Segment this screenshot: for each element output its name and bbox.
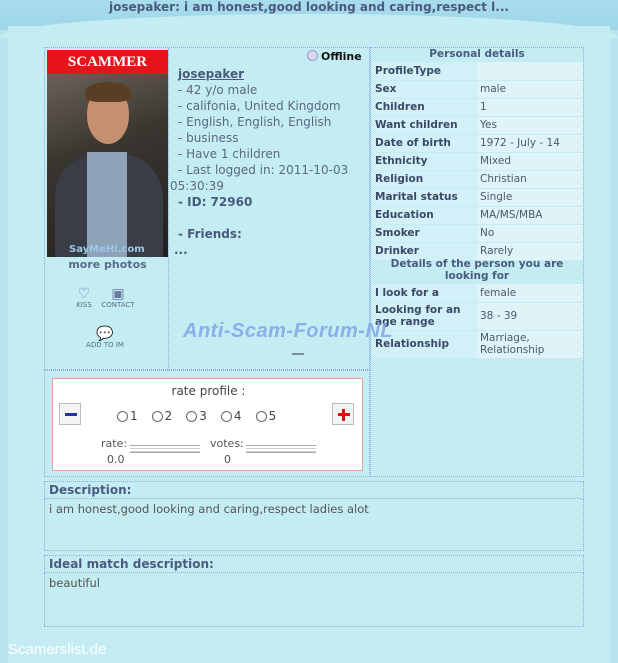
personal-details-table	[372, 62, 583, 261]
rating-option-2[interactable]	[152, 409, 173, 423]
detail-key: Education	[372, 206, 477, 224]
detail-key: Children	[372, 98, 477, 116]
detail-row	[372, 134, 583, 152]
detail-value: Mixed	[477, 152, 583, 170]
contact-button[interactable]	[96, 287, 140, 309]
profile-children: - Have 1 children	[178, 147, 281, 161]
profile-languages: - English, English, English	[178, 115, 332, 129]
looking-for-title: Details of the person you are looking for	[390, 258, 564, 282]
rating-option-1[interactable]	[117, 409, 138, 423]
votes-bar	[246, 445, 316, 453]
looking-for-row	[372, 284, 583, 302]
rate-value: 0.0	[107, 453, 125, 466]
detail-key: Ethnicity	[372, 152, 477, 170]
rating-option-label: 1	[130, 409, 138, 423]
more-photos-link[interactable]: more photos	[68, 258, 147, 271]
looking-for-value: 38 - 39	[477, 302, 583, 330]
radio-icon[interactable]	[186, 411, 197, 422]
radio-icon[interactable]	[117, 411, 128, 422]
radio-icon[interactable]	[152, 411, 163, 422]
detail-row	[372, 116, 583, 134]
detail-value: Single	[477, 188, 583, 206]
looking-for-table	[372, 284, 583, 359]
detail-row	[372, 80, 583, 98]
detail-key: ProfileType	[372, 62, 477, 80]
rating-option-label: 2	[164, 409, 173, 423]
detail-value: No	[477, 224, 583, 242]
detail-row	[372, 224, 583, 242]
ideal-match-title: Ideal match description:	[44, 555, 584, 573]
profile-friends: - Friends:	[178, 227, 242, 241]
detail-row	[372, 188, 583, 206]
votes-label: votes:	[210, 437, 244, 450]
detail-value: 1972 - July - 14	[477, 134, 583, 152]
rating-options	[117, 409, 276, 423]
detail-row	[372, 98, 583, 116]
rating-option-label: 4	[233, 409, 242, 423]
username-link[interactable]: josepaker	[178, 67, 245, 81]
profile-last-logged: - Last logged in: 2011-10-03	[178, 163, 349, 177]
rating-widget	[52, 378, 363, 471]
looking-for-row	[372, 330, 583, 358]
rating-title: rate profile :	[171, 384, 246, 398]
profile-id: - ID: 72960	[178, 195, 253, 209]
photo-hair	[85, 82, 131, 102]
rate-minus-button[interactable]	[59, 403, 81, 425]
description-title: Description:	[44, 481, 584, 499]
radio-icon[interactable]	[221, 411, 232, 422]
rate-label: rate:	[101, 437, 128, 450]
detail-value: 1	[477, 98, 583, 116]
rating-option-4[interactable]	[221, 409, 242, 423]
detail-value: Rarely	[477, 242, 583, 260]
detail-value: MA/MS/MBA	[477, 206, 583, 224]
profile-last-logged-time: 05:30:39	[170, 179, 224, 193]
rate-bar	[130, 445, 200, 453]
looking-for-row	[372, 302, 583, 330]
detail-key: Smoker	[372, 224, 477, 242]
looking-for-key: I look for a	[372, 284, 477, 302]
online-status	[307, 50, 362, 63]
rating-option-label: 5	[268, 409, 277, 423]
ideal-match-text: beautiful	[44, 573, 584, 627]
detail-row	[372, 206, 583, 224]
detail-value	[477, 62, 583, 80]
radio-icon[interactable]	[256, 411, 267, 422]
photo-shirt	[87, 152, 127, 257]
detail-row	[372, 62, 583, 80]
detail-key: Marital status	[372, 188, 477, 206]
photo-image	[47, 74, 168, 257]
profile-location: - califonia, United Kingdom	[178, 99, 341, 113]
profile-summary	[170, 66, 368, 258]
detail-row	[372, 152, 583, 170]
profile-age: - 42 y/o male	[178, 83, 258, 97]
scammer-badge: SCAMMER	[47, 50, 168, 74]
photo-watermark: SayMeHi.com	[69, 244, 145, 255]
divider-dash	[292, 353, 304, 355]
friends-more-link[interactable]: ...	[174, 243, 188, 257]
spacer	[170, 210, 368, 226]
rating-option-3[interactable]	[186, 409, 207, 423]
profile-photo[interactable]	[47, 50, 168, 257]
rating-option-label: 3	[199, 409, 207, 423]
chat-bubble-icon: 💬	[96, 326, 114, 342]
detail-key: Want children	[372, 116, 477, 134]
detail-value: Yes	[477, 116, 583, 134]
detail-key: Date of birth	[372, 134, 477, 152]
kiss-label: KISS	[76, 301, 92, 309]
votes-value: 0	[224, 453, 231, 466]
page-title: josepaker: i am honest,good looking and caring,respect l...	[109, 0, 509, 14]
description-text: i am honest,good looking and caring,respect ladies alot	[44, 499, 584, 551]
heart-icon: ♡	[77, 286, 91, 302]
forum-watermark: Anti-Scam-Forum-NL	[183, 320, 394, 342]
footer-watermark: Scamerslist.de	[8, 641, 107, 658]
personal-details-title: Personal details	[429, 48, 525, 60]
status-text: Offline	[321, 50, 362, 63]
detail-value: Christian	[477, 170, 583, 188]
add-to-im-label: ADD TO IM	[86, 341, 124, 349]
kiss-button[interactable]	[70, 287, 98, 309]
contact-card-icon: ▣	[111, 286, 125, 302]
detail-row	[372, 170, 583, 188]
looking-for-value: Marriage, Relationship	[477, 330, 583, 358]
looking-for-key: Relationship	[372, 330, 477, 358]
rating-option-5[interactable]	[256, 409, 277, 423]
looking-for-value: female	[477, 284, 583, 302]
profile-occupation: - business	[178, 131, 239, 145]
rate-plus-button[interactable]	[332, 403, 354, 425]
status-dot-icon	[307, 50, 318, 61]
detail-key: Sex	[372, 80, 477, 98]
detail-key: Drinker	[372, 242, 477, 260]
add-to-im-button[interactable]	[80, 327, 130, 349]
detail-key: Religion	[372, 170, 477, 188]
detail-value: male	[477, 80, 583, 98]
looking-for-key: Looking for an age range	[372, 302, 477, 330]
contact-label: CONTACT	[101, 301, 135, 309]
